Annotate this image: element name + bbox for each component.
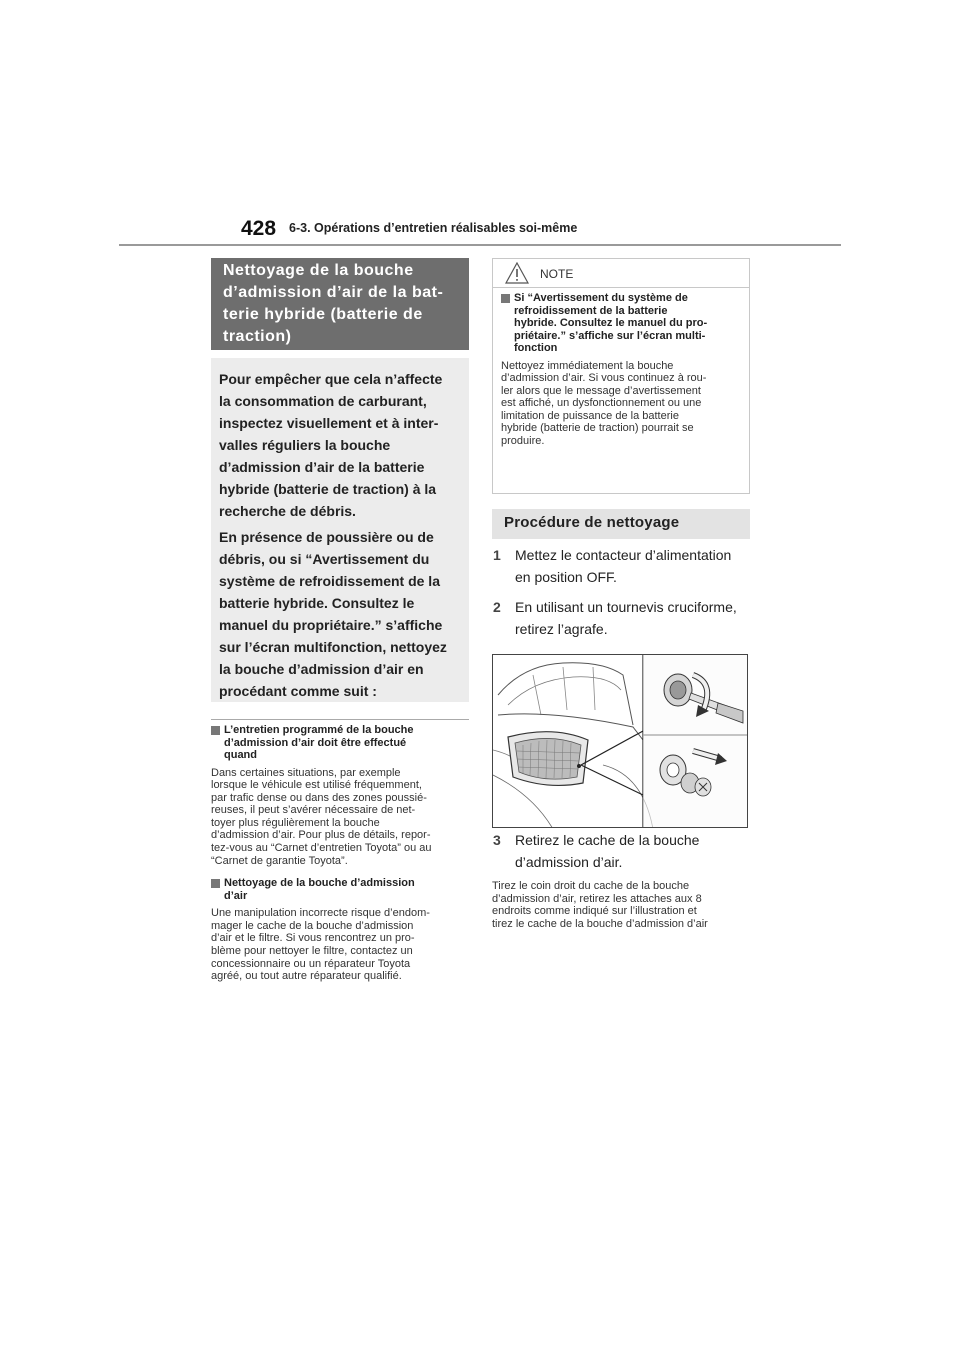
subheading-line: d’air (224, 889, 248, 902)
body-line: mager le cache de la bouche d’admission (211, 919, 414, 932)
body-paragraph (211, 907, 469, 983)
body-line: concessionnaire ou un réparateur Toyota (211, 957, 411, 970)
body-line: Nettoyez immédiatement la bouche (501, 359, 674, 372)
subheading-line: d’admission d’air doit être effectué (224, 736, 407, 749)
body-line: tirez le cache de la bouche d’admission d’air (492, 917, 708, 930)
subheading-line: Si “Avertissement du système de (514, 292, 688, 304)
step-line: retirez l’agrafe. (515, 621, 608, 637)
intro-line: la consommation de carburant, (219, 393, 427, 409)
body-line: reuses, il peut s’avérer nécessaire de net- (211, 804, 416, 817)
step-line: Retirez le cache de la bouche (515, 832, 700, 848)
subheading-maintenance (211, 724, 469, 762)
section-heading-line: terie hybride (batterie de (223, 306, 423, 323)
body-line: Une manipulation incorrecte risque d’endom- (211, 907, 430, 920)
body-line: ler alors que le message d’avertissement (501, 384, 701, 397)
step-line: d’admission d’air. (515, 854, 623, 870)
body-line: Dans certaines situations, par exemple (211, 766, 401, 779)
section-heading-box (211, 258, 469, 350)
step-3 (492, 829, 750, 873)
intro-line: hybride (batterie de traction) à la (219, 481, 437, 497)
step-line: en position OFF. (515, 569, 617, 585)
step-3-details (492, 880, 750, 930)
section-heading-line: d’admission d’air de la bat- (223, 284, 444, 301)
section-title: 6-3. Opérations d’entretien réalisables soi-même (289, 221, 578, 235)
subheading-line: fonction (514, 342, 558, 354)
intro-line: procédant comme suit : (219, 683, 377, 699)
body-line: lorsque le véhicule est utilisé fréquemment, (211, 779, 422, 792)
section-divider (211, 719, 469, 720)
subheading-line: hybride. Consultez le manuel du pro- (514, 317, 708, 329)
bullet-square-icon (501, 294, 510, 303)
note-header (493, 259, 749, 288)
subheading-line: Nettoyage de la bouche d’admission (224, 877, 415, 890)
bullet-square-icon (211, 879, 220, 888)
section-heading-line: traction) (223, 328, 292, 345)
note-subheading (501, 292, 741, 355)
body-line: Tirez le coin droit du cache de la bouche (492, 880, 690, 892)
step-text (515, 544, 731, 588)
subheading-line: priétaire.” s’affiche sur l’écran multi- (514, 329, 706, 342)
intro-line: manuel du propriétaire.” s’affiche (219, 617, 443, 633)
section-heading-line: Nettoyage de la bouche (223, 262, 414, 279)
body-line: hybride (batterie de traction) pourrait se (501, 422, 694, 435)
subheading-line: L’entretien programmé de la bouche (224, 724, 414, 736)
body-line: tez-vous au “Carnet d’entretien Toyota” ou au (211, 842, 432, 855)
body-line: par trafic dense ou dans des zones poussié- (211, 791, 427, 804)
intro-line: valles réguliers la bouche (219, 437, 391, 453)
illustration-clip-removal (492, 654, 748, 828)
intro-paragraph-2 (219, 526, 459, 702)
note-body (493, 288, 749, 448)
body-line: d’admission d’air. Pour plus de détails, repor- (211, 829, 431, 842)
intro-line: la bouche d’admission d’air en (219, 661, 424, 677)
intro-line: batterie hybride. Consultez le (219, 595, 415, 611)
note-paragraph (501, 360, 741, 448)
intro-line: débris, ou si “Avertissement du (219, 551, 430, 567)
body-paragraph (211, 767, 469, 868)
step-2 (492, 596, 750, 640)
step-line: Mettez le contacteur d’alimentation (515, 547, 732, 563)
intro-line: recherche de débris. (219, 503, 356, 519)
step-text (515, 596, 737, 640)
illustration-drawing (493, 655, 748, 828)
body-line: agréé, ou tout autre réparateur qualifié. (211, 970, 402, 983)
intro-line: d’admission d’air de la batterie (219, 459, 425, 475)
body-line: d’air et le filtre. Si vous rencontrez un pro- (211, 932, 415, 945)
procedure-heading: Procédure de nettoyage (492, 509, 750, 539)
note-label: NOTE (540, 267, 574, 281)
subheading-text (514, 292, 707, 355)
body-line: est affiché, un dysfonctionnement ou une (501, 397, 702, 410)
intro-box (211, 358, 469, 702)
subheading-text (224, 877, 415, 902)
body-line: blème pour nettoyer le filtre, contactez un (211, 945, 413, 958)
step-number: 1 (493, 547, 501, 563)
subheading-cleaning (211, 877, 469, 902)
intro-line: sur l’écran multifonction, nettoyez (219, 639, 447, 655)
intro-line: système de refroidissement de la (219, 573, 440, 589)
body-line: toyer plus régulièrement la bouche (211, 816, 380, 829)
bullet-square-icon (211, 726, 220, 735)
left-text-column (211, 724, 469, 993)
body-line: endroits comme indiqué sur l’illustration et (492, 905, 697, 918)
step-number: 2 (493, 599, 501, 615)
subheading-line: quand (224, 749, 257, 761)
step-number: 3 (493, 832, 501, 848)
body-line: limitation de puissance de la batterie (501, 409, 679, 422)
warning-triangle-icon (505, 262, 529, 284)
subheading-text (224, 724, 414, 762)
intro-line: Pour empêcher que cela n’affecte (219, 371, 443, 387)
body-line: produire. (501, 435, 545, 448)
page-number: 428 (241, 217, 277, 240)
header-divider (119, 244, 841, 246)
subheading-line: refroidissement de la batterie (514, 304, 668, 317)
step-1 (492, 544, 750, 588)
body-line: “Carnet de garantie Toyota”. (211, 854, 348, 867)
body-line: d’admission d’air, retirez les attaches aux 8 (492, 892, 702, 905)
intro-line: En présence de poussière ou de (219, 529, 434, 545)
step-line: En utilisant un tournevis cruciforme, (515, 599, 737, 615)
intro-line: inspectez visuellement et à inter- (219, 415, 439, 431)
intro-paragraph-1 (219, 368, 459, 522)
note-box (492, 258, 750, 494)
body-line: d’admission d’air. Si vous continuez à rou- (501, 372, 707, 385)
step-text (515, 829, 699, 873)
